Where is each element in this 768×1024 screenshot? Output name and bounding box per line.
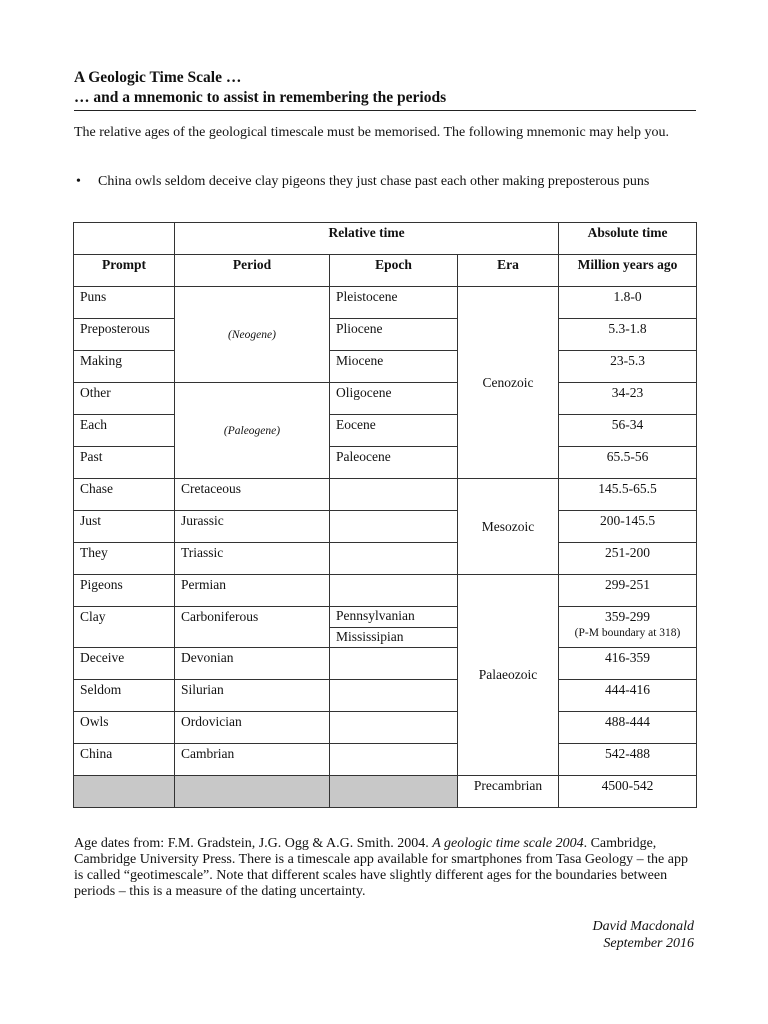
geologic-time-table	[73, 222, 697, 808]
prompt-cell: They	[74, 543, 175, 575]
author-name: David Macdonald	[592, 919, 694, 934]
epoch-cell	[330, 575, 458, 607]
table-row	[74, 607, 697, 648]
table-row	[74, 479, 697, 511]
prompt-cell: Other	[74, 383, 175, 415]
epoch-cell	[330, 511, 458, 543]
epoch-cell: Pliocene	[330, 319, 458, 351]
table-row	[74, 415, 697, 447]
period-header: Period	[175, 255, 330, 287]
source-suffix: . Cambridge, Cambridge University Press. There is a timescale app available for smartphones from Tasa Geology – the app is called “geotimescale”. Note that different scales have slightly different ages for the boundaries between periods – this is a measure of the dating uncertainty.	[74, 836, 688, 899]
period-cell: Carboniferous	[175, 607, 330, 648]
mnemonic-text: China owls seldom deceive clay pigeons they just chase past each other making preposterous puns	[98, 174, 650, 189]
prompt-cell: Chase	[74, 479, 175, 511]
prompt-cell: Deceive	[74, 648, 175, 680]
grey-cell	[175, 776, 330, 808]
absolute-time-header: Absolute time	[559, 223, 697, 255]
bullet-dot-icon: •	[76, 174, 81, 189]
age-cell: 444-416	[559, 680, 697, 712]
age-cell: 200-145.5	[559, 511, 697, 543]
period-cell: Ordovician	[175, 712, 330, 744]
table-row	[74, 744, 697, 776]
period-cell: Cambrian	[175, 744, 330, 776]
epoch-cell	[330, 744, 458, 776]
age-note: (P-M boundary at 318)	[574, 627, 681, 639]
epoch-cell: Eocene	[330, 415, 458, 447]
prompt-cell: Preposterous	[74, 319, 175, 351]
age-cell: 23-5.3	[559, 351, 697, 383]
epoch-cell: Oligocene	[330, 383, 458, 415]
table-row	[74, 351, 697, 383]
prompt-cell: Past	[74, 447, 175, 479]
prompt-cell: Just	[74, 511, 175, 543]
prompt-cell: Puns	[74, 287, 175, 319]
mnemonic-bullet	[74, 174, 694, 190]
epoch-cell: Pleistocene	[330, 287, 458, 319]
precambrian-row	[74, 776, 697, 808]
prompt-cell: Pigeons	[74, 575, 175, 607]
table-row	[74, 680, 697, 712]
intro-paragraph: The relative ages of the geological timescale must be memorised. The following mnemonic may help you.	[74, 125, 669, 140]
title-line-1: A Geologic Time Scale …	[74, 69, 242, 86]
epoch-cell	[330, 543, 458, 575]
epoch-header: Epoch	[330, 255, 458, 287]
grey-cell	[330, 776, 458, 808]
table-row	[74, 383, 697, 415]
era-mesozoic: Mesozoic	[458, 479, 559, 575]
epoch-cell: Miocene	[330, 351, 458, 383]
document-title	[74, 68, 696, 111]
source-book-title: A geologic time scale 2004	[432, 836, 584, 851]
table-row	[74, 648, 697, 680]
age-cell: 65.5-56	[559, 447, 697, 479]
epoch-pennsylvanian: Pennsylvanian	[330, 607, 457, 628]
column-header-row	[74, 255, 697, 287]
age-cell: 542-488	[559, 744, 697, 776]
table-row	[74, 287, 697, 319]
epoch-cell: Paleocene	[330, 447, 458, 479]
epoch-cell-split	[330, 607, 458, 648]
table-row	[74, 511, 697, 543]
prompt-cell: Owls	[74, 712, 175, 744]
period-cell: Triassic	[175, 543, 330, 575]
prompt-header: Prompt	[74, 255, 175, 287]
period-cell: Devonian	[175, 648, 330, 680]
period-cell: Permian	[175, 575, 330, 607]
prompt-cell: Clay	[74, 607, 175, 648]
age-cell: 5.3-1.8	[559, 319, 697, 351]
table-row	[74, 319, 697, 351]
era-cenozoic: Cenozoic	[458, 287, 559, 479]
age-value: 359-299	[605, 609, 651, 624]
epoch-mississipian: Mississipian	[336, 629, 404, 644]
age-cell: 1.8-0	[559, 287, 697, 319]
prompt-cell: Seldom	[74, 680, 175, 712]
epoch-cell	[330, 648, 458, 680]
epoch-cell	[330, 479, 458, 511]
age-cell: 416-359	[559, 648, 697, 680]
group-header-row	[74, 223, 697, 255]
era-header: Era	[458, 255, 559, 287]
table-row	[74, 543, 697, 575]
prompt-cell: Making	[74, 351, 175, 383]
age-cell: 299-251	[559, 575, 697, 607]
age-cell: 251-200	[559, 543, 697, 575]
era-palaeozoic: Palaeozoic	[458, 575, 559, 776]
table-row	[74, 447, 697, 479]
age-cell: 4500-542	[559, 776, 697, 808]
relative-time-header: Relative time	[175, 223, 559, 255]
grey-cell	[74, 776, 175, 808]
age-cell: 34-23	[559, 383, 697, 415]
epoch-cell	[330, 680, 458, 712]
epoch-cell	[330, 712, 458, 744]
paleogene-label: (Paleogene)	[175, 383, 330, 479]
source-note	[74, 836, 694, 900]
age-cell	[559, 607, 697, 648]
table-row	[74, 575, 697, 607]
table-row	[74, 712, 697, 744]
prompt-cell: China	[74, 744, 175, 776]
author-date: September 2016	[603, 936, 694, 951]
age-cell: 56-34	[559, 415, 697, 447]
title-line-2: … and a mnemonic to assist in remembering the periods	[74, 89, 447, 106]
signature	[593, 918, 694, 952]
age-cell: 145.5-65.5	[559, 479, 697, 511]
period-cell: Cretaceous	[175, 479, 330, 511]
period-cell: Silurian	[175, 680, 330, 712]
era-precambrian: Precambrian	[458, 776, 559, 808]
source-prefix: Age dates from: F.M. Gradstein, J.G. Ogg & A.G. Smith. 2004.	[74, 836, 433, 851]
empty-header-cell	[74, 223, 175, 255]
prompt-cell: Each	[74, 415, 175, 447]
myago-header: Million years ago	[559, 255, 697, 287]
period-cell: Jurassic	[175, 511, 330, 543]
neogene-label: (Neogene)	[175, 287, 330, 383]
age-cell: 488-444	[559, 712, 697, 744]
